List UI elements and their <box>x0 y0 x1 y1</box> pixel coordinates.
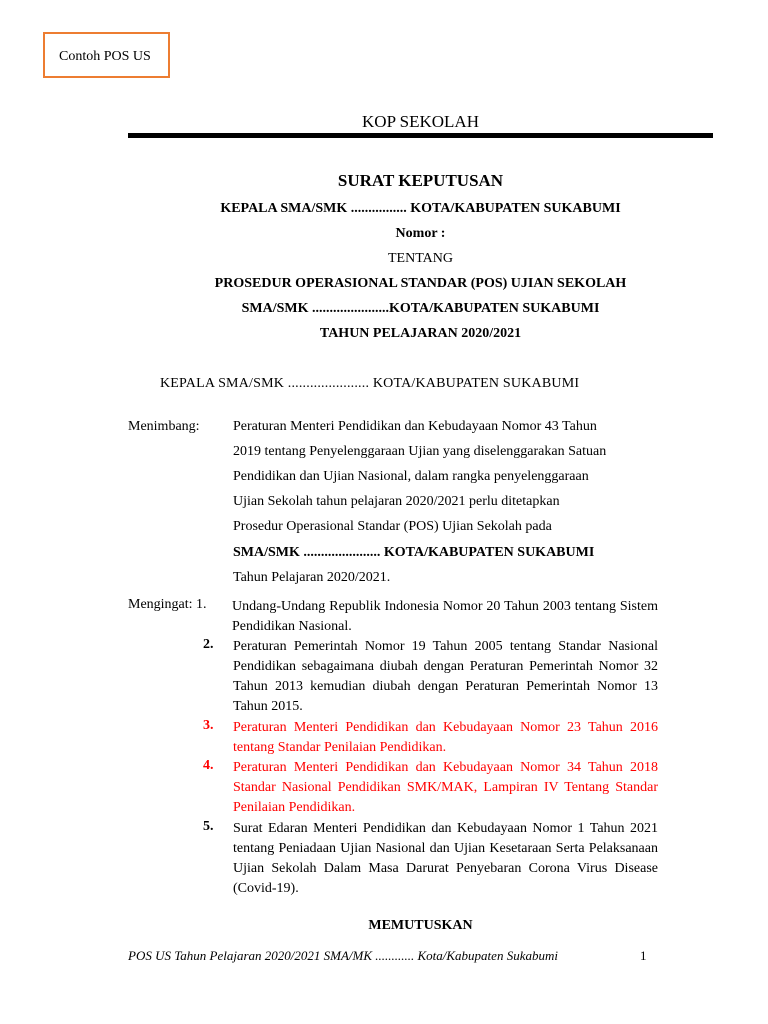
menimbang-label: Menimbang: <box>128 419 200 434</box>
subject-line-2: SMA/SMK ......................KOTA/KABUPATEN SUKABUMI <box>241 301 600 316</box>
letterhead-title: KOP SEKOLAH <box>362 112 479 131</box>
sample-label-text: Contoh POS US <box>59 49 151 64</box>
subject-line-3: TAHUN PELAJARAN 2020/2021 <box>319 326 522 341</box>
nomor-line: Nomor : <box>395 226 446 241</box>
mengingat-num-3: 3. <box>203 718 214 733</box>
menimbang-line: 2019 tentang Penyelenggaraan Ujian yang diselenggarakan Satuan <box>233 444 607 459</box>
mengingat-item-1: Undang-Undang Republik Indonesia Nomor 20 Tahun 2003 tentang Sistem Pendidikan Nasional. <box>232 599 658 634</box>
menimbang-line: Pendidikan dan Ujian Nasional, dalam rangka penyelenggaraan <box>233 469 589 484</box>
page-number: 1 <box>640 948 647 963</box>
letterhead-rule <box>128 133 713 138</box>
mengingat-item-5: Surat Edaran Menteri Pendidikan dan Kebudayaan Nomor 1 Tahun 2021 tentang Peniadaan Ujian Nasional dan Ujian Kesetaraan Serta Pelaksanaan Ujian Sekolah Dalam Masa Darurat Penyebaran Corona Virus Disease (Covid-19). <box>233 821 658 896</box>
mengingat-item-3: Peraturan Menteri Pendidikan dan Kebudayaan Nomor 23 Tahun 2016 tentang Standar Penilaian Pendidikan. <box>233 720 658 755</box>
menimbang-line: Peraturan Menteri Pendidikan dan Kebudayaan Nomor 43 Tahun <box>233 419 597 434</box>
mengingat-label: Mengingat: 1. <box>128 597 207 612</box>
issuer-line-2: KEPALA SMA/SMK ...................... KOTA/KABUPATEN SUKABUMI <box>160 376 580 391</box>
sample-label-box <box>43 32 170 78</box>
subject-line-1: PROSEDUR OPERASIONAL STANDAR (POS) UJIAN SEKOLAH <box>214 276 627 291</box>
menimbang-line: Tahun Pelajaran 2020/2021. <box>233 570 391 585</box>
page-footer: POS US Tahun Pelajaran 2020/2021 SMA/MK ............ Kota/Kabupaten Sukabumi <box>128 948 558 963</box>
menimbang-line: Prosedur Operasional Standar (POS) Ujian Sekolah pada <box>233 519 552 534</box>
tentang-line: TENTANG <box>388 251 453 266</box>
mengingat-num-4: 4. <box>203 758 214 773</box>
mengingat-num-5: 5. <box>203 819 214 834</box>
mengingat-item-4: Peraturan Menteri Pendidikan dan Kebudayaan Nomor 34 Tahun 2018 Standar Nasional Pendidikan SMK/MAK, Lampiran IV Tentang Standar Penilaian Pendidikan. <box>233 760 658 815</box>
mengingat-item-2: Peraturan Pemerintah Nomor 19 Tahun 2005 tentang Standar Nasional Pendidikan sebagaimana diubah dengan Peraturan Pemerintah Nomor 32 Tahun 2013 kemudian diubah dengan Peraturan Pemerintah Nomor 13 Tahun 2015. <box>233 639 658 714</box>
menimbang-line-bold: SMA/SMK ...................... KOTA/KABUPATEN SUKABUMI <box>233 545 595 560</box>
mengingat-num-2: 2. <box>203 637 214 652</box>
issuer-line: KEPALA SMA/SMK ................ KOTA/KABUPATEN SUKABUMI <box>220 201 621 216</box>
document-title: SURAT KEPUTUSAN <box>337 171 504 190</box>
memutuskan-heading: MEMUTUSKAN <box>368 918 473 933</box>
menimbang-line: Ujian Sekolah tahun pelajaran 2020/2021 perlu ditetapkan <box>233 494 560 509</box>
